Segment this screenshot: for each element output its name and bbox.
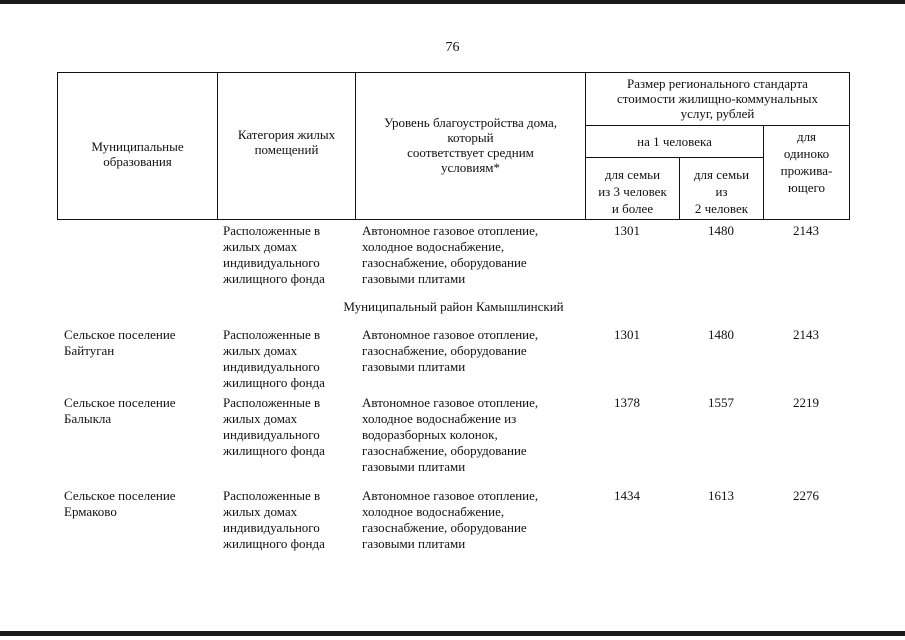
row-category: Расположенные в жилых домах индивидуального жилищного фонда (223, 223, 325, 286)
row-category: Расположенные в жилых домах индивидуального жилищного фонда (223, 327, 325, 390)
row-municipality: Сельское поселение Балыкла (64, 395, 176, 426)
header-border-right (849, 72, 850, 220)
row-single: 2143 (793, 327, 819, 342)
header-per-person: на 1 человека (637, 134, 712, 149)
row-single: 2219 (793, 395, 819, 410)
row-family3: 1434 (614, 488, 640, 503)
top-rule (0, 0, 905, 4)
row-family2: 1613 (708, 488, 734, 503)
row-family2: 1480 (708, 327, 734, 342)
row-single: 2276 (793, 488, 819, 503)
row-amenities: Автономное газовое отопление, холодное водоснабжение, газоснабжение, оборудование газовыми плитами (362, 223, 539, 286)
header-municipality: Муниципальные образования (91, 139, 184, 169)
row-family3: 1301 (614, 223, 640, 238)
header-family3: для семьи из 3 человек и более (598, 167, 667, 216)
row-category: Расположенные в жилых домах индивидуального жилищного фонда (223, 488, 325, 551)
row-amenities: Автономное газовое отопление, холодное водоснабжение из водоразборных колонок, газоснабжение, оборудование газовыми плитами (362, 395, 539, 474)
header-family2: для семьи из 2 человек (693, 167, 750, 216)
row-family2: 1480 (708, 223, 734, 238)
row-family3: 1301 (614, 327, 640, 342)
page-number: 76 (445, 40, 460, 55)
header-category: Категория жилых помещений (237, 127, 336, 157)
section-title: Муниципальный район Камышлинский (343, 299, 564, 314)
row-family2: 1557 (708, 395, 734, 410)
header-single: для одиноко прожива- ющего (780, 129, 833, 195)
bottom-rule (0, 631, 905, 636)
row-municipality: Сельское поселение Байтуган (64, 327, 176, 358)
row-category: Расположенные в жилых домах индивидуального жилищного фонда (223, 395, 325, 458)
row-amenities: Автономное газовое отопление, газоснабжение, оборудование газовыми плитами (362, 327, 539, 374)
header-amenities: Уровень благоустройства дома, который соответствует средним условиям* (383, 115, 558, 175)
row-family3: 1378 (614, 395, 640, 410)
header-divider (585, 157, 764, 158)
row-municipality: Сельское поселение Ермаково (64, 488, 176, 519)
header-standard-size: Размер регионального стандарта стоимости жилищно-коммунальных услуг, рублей (617, 76, 818, 121)
header-divider (585, 125, 850, 126)
row-single: 2143 (793, 223, 819, 238)
header-border-bottom (57, 219, 850, 220)
header-border-top (57, 72, 850, 73)
row-amenities: Автономное газовое отопление, холодное водоснабжение, газоснабжение, оборудование газовыми плитами (362, 488, 539, 551)
